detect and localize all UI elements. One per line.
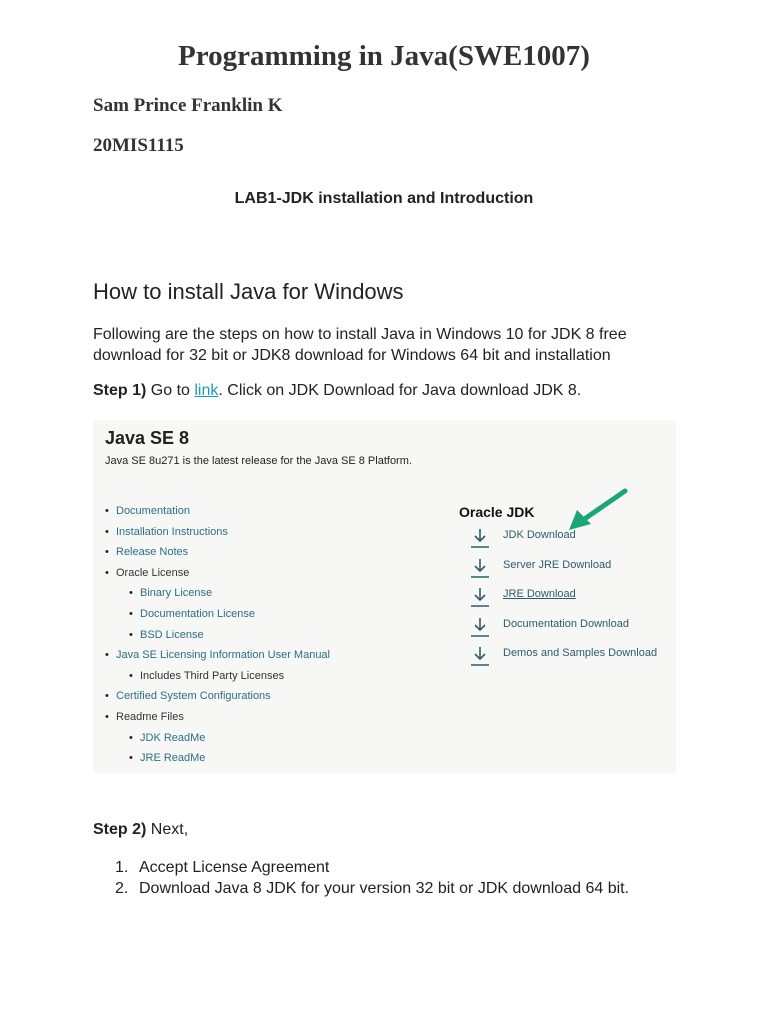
section-heading: How to install Java for Windows: [93, 279, 404, 304]
list-number: 1.: [115, 859, 129, 876]
binary-license-link[interactable]: Binary License: [140, 587, 213, 600]
list-item: [115, 880, 629, 901]
list-item: [129, 586, 330, 607]
third-party-licenses-label: Includes Third Party Licenses: [140, 669, 285, 682]
step-1-prefix: Go to: [146, 382, 195, 399]
list-item-text: Accept License Agreement: [139, 859, 330, 876]
bsd-license-link[interactable]: BSD License: [140, 628, 204, 641]
certified-configurations-link[interactable]: Certified System Configurations: [116, 690, 271, 703]
download-icon: [469, 557, 491, 579]
release-notes-link[interactable]: Release Notes: [116, 546, 189, 559]
list-item: [105, 710, 330, 731]
java-download-link[interactable]: link: [194, 382, 219, 399]
java-se8-download-screenshot: [93, 420, 676, 773]
step-2-list: [115, 859, 629, 901]
list-item: [129, 607, 330, 628]
registration-number: 20MIS1115: [93, 135, 184, 156]
documentation-link[interactable]: Documentation: [116, 505, 190, 517]
list-item: [105, 689, 330, 710]
intro-paragraph: Following are the steps on how to install Java in Windows 10 for JDK 8 free download for 32 bit or JDK8 download for Windows 64 bit and installation: [93, 326, 627, 364]
oracle-jdk-heading: Oracle JDK: [459, 504, 535, 520]
author-name: Sam Prince Franklin K: [93, 95, 283, 116]
documentation-links-list: [105, 504, 330, 772]
readme-files-label: Readme Files: [116, 710, 184, 723]
step-2: [93, 821, 188, 839]
step-2-text: Next,: [146, 821, 189, 838]
green-pointer-arrow-icon: [563, 486, 633, 536]
lab-title: LAB1-JDK installation and Introduction: [234, 190, 534, 207]
list-item: [115, 859, 629, 880]
list-item: [105, 504, 330, 525]
documentation-download-link[interactable]: Documentation Download: [503, 617, 629, 630]
screenshot-subtitle: Java SE 8u271 is the latest release for the Java SE 8 Platform.: [105, 455, 412, 467]
list-item: [129, 751, 330, 772]
oracle-license-label: Oracle License: [116, 566, 190, 579]
list-item: [105, 545, 330, 566]
jre-download-link[interactable]: JRE Download: [503, 588, 576, 600]
step-2-label: Step 2): [93, 821, 147, 838]
download-item-server-jre[interactable]: [459, 558, 657, 588]
list-item: [129, 669, 330, 690]
jdk-readme-link[interactable]: JDK ReadMe: [140, 731, 206, 744]
step-1: [93, 382, 581, 400]
licensing-manual-link[interactable]: Java SE Licensing Information User Manual: [116, 649, 330, 662]
jdk-download-link[interactable]: JDK Download: [503, 529, 576, 541]
download-item-demos[interactable]: [459, 646, 657, 676]
download-icon: [469, 527, 491, 549]
installation-instructions-link[interactable]: Installation Instructions: [116, 525, 228, 538]
download-icon: [469, 616, 491, 638]
download-icon: [469, 586, 491, 608]
list-item-text: Download Java 8 JDK for your version 32 bit or JDK download 64 bit.: [139, 880, 630, 897]
download-item-documentation[interactable]: [459, 617, 657, 647]
list-item: [129, 628, 330, 649]
documentation-license-link[interactable]: Documentation License: [140, 607, 255, 620]
download-list: [459, 528, 657, 676]
screenshot-title: Java SE 8: [105, 428, 190, 448]
jre-readme-link[interactable]: JRE ReadMe: [140, 752, 206, 765]
step-1-suffix: . Click on JDK Download for Java download JDK 8.: [218, 382, 582, 399]
list-number: 2.: [115, 880, 129, 897]
download-item-jre[interactable]: [459, 587, 657, 617]
list-item: [129, 731, 330, 752]
step-1-label: Step 1): [93, 382, 147, 399]
document-title: Programming in Java(SWE1007): [178, 40, 590, 72]
list-item: [105, 648, 330, 669]
demos-download-link[interactable]: Demos and Samples Download: [503, 647, 658, 659]
list-item: [105, 566, 330, 587]
download-icon: [469, 645, 491, 667]
list-item: [105, 525, 330, 546]
server-jre-download-link[interactable]: Server JRE Download: [503, 558, 612, 571]
